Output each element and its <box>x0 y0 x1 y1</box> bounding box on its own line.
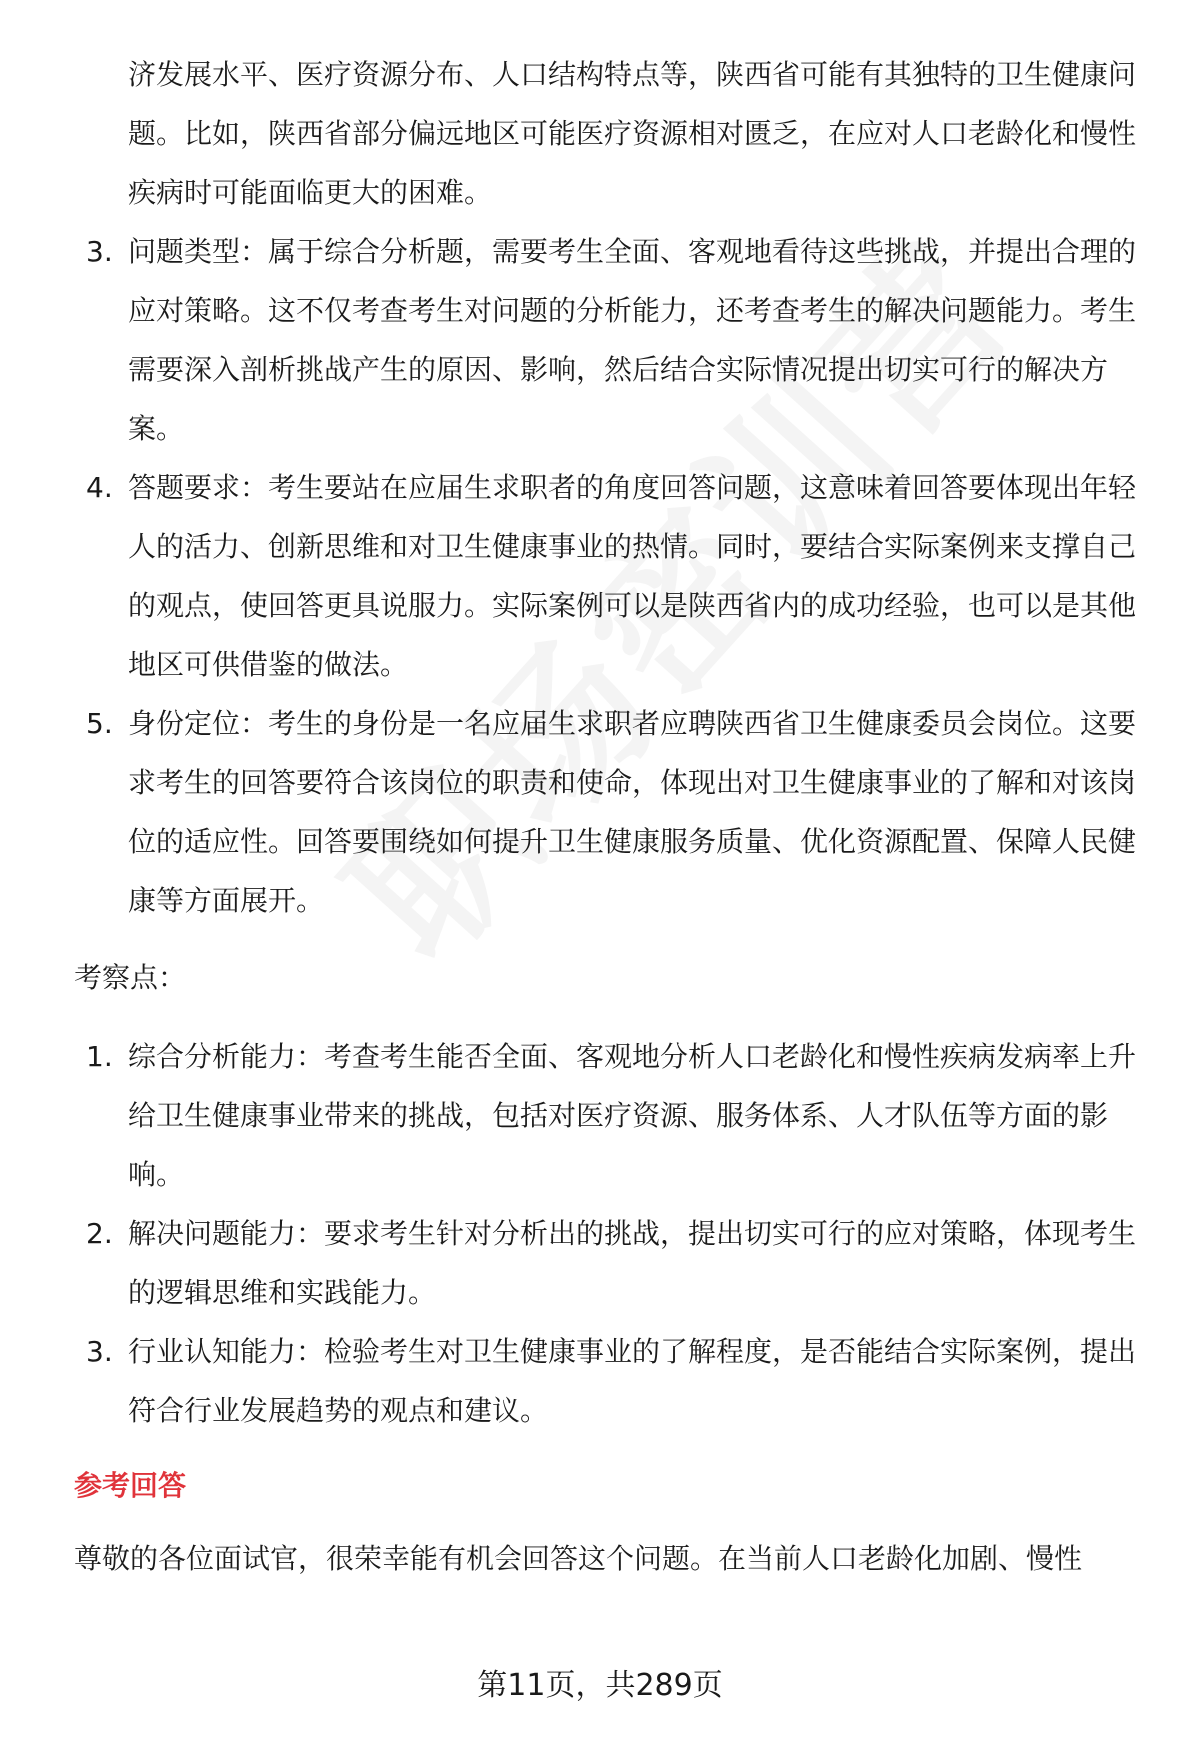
item-number: 5. <box>86 707 113 740</box>
item-number: 3. <box>86 1335 113 1368</box>
point-item-1 <box>0 1027 1200 1204</box>
item-text: 解决问题能力：要求考生针对分析出的挑战，提出切实可行的应对策略，体现考生的逻辑思维和实践能力。 <box>128 1217 1137 1309</box>
item-number: 3. <box>86 235 113 268</box>
item-text: 身份定位：考生的身份是一名应届生求职者应聘陕西省卫生健康委员会岗位。这要求考生的回答要符合该岗位的职责和使命，体现出对卫生健康事业的了解和对该岗位的适应性。回答要围绕如何提升卫生健康服务质量、优化资源配置、保障人民健康等方面展开。 <box>128 707 1137 917</box>
page-footer: 第11页，共289页 <box>477 1668 723 1703</box>
analysis-item-4 <box>0 458 1200 694</box>
analysis-item-5 <box>0 694 1200 930</box>
item-text: 答题要求：考生要站在应届生求职者的角度回答问题，这意味着回答要体现出年轻人的活力、创新思维和对卫生健康事业的热情。同时，要结合实际案例来支撑自己的观点，使回答更具说服力。实际案例可以是陕西省内的成功经验，也可以是其他地区可供借鉴的做法。 <box>128 471 1137 681</box>
item-number: 4. <box>86 471 113 504</box>
analysis-item-3 <box>0 222 1200 458</box>
point-item-3 <box>0 1322 1200 1440</box>
item-continuation: 济发展水平、医疗资源分布、人口结构特点等，陕西省可能有其独特的卫生健康问题。比如，陕西省部分偏远地区可能医疗资源相对匮乏，在应对人口老龄化和慢性疾病时可能面临更大的困难。 <box>128 58 1137 209</box>
item-number: 2. <box>86 1217 113 1250</box>
point-item-2 <box>0 1204 1200 1322</box>
item-text: 问题类型：属于综合分析题，需要考生全面、客观地看待这些挑战，并提出合理的应对策略。这不仅考查考生对问题的分析能力，还考查考生的解决问题能力。考生需要深入剖析挑战产生的原因、影响，然后结合实际情况提出切实可行的解决方案。 <box>128 235 1137 445</box>
answer-heading: 参考回答 <box>74 1469 187 1502</box>
section-label: 考察点： <box>74 961 187 994</box>
answer-intro: 尊敬的各位面试官，很荣幸能有机会回答这个问题。在当前人口老龄化加剧、慢性 <box>74 1542 1083 1575</box>
item-text: 行业认知能力：检验考生对卫生健康事业的了解程度，是否能结合实际案例，提出符合行业发展趋势的观点和建议。 <box>128 1335 1137 1427</box>
item-text: 综合分析能力：考查考生能否全面、客观地分析人口老龄化和慢性疾病发病率上升给卫生健康事业带来的挑战，包括对医疗资源、服务体系、人才队伍等方面的影响。 <box>128 1040 1137 1191</box>
item-number: 1. <box>86 1040 113 1073</box>
